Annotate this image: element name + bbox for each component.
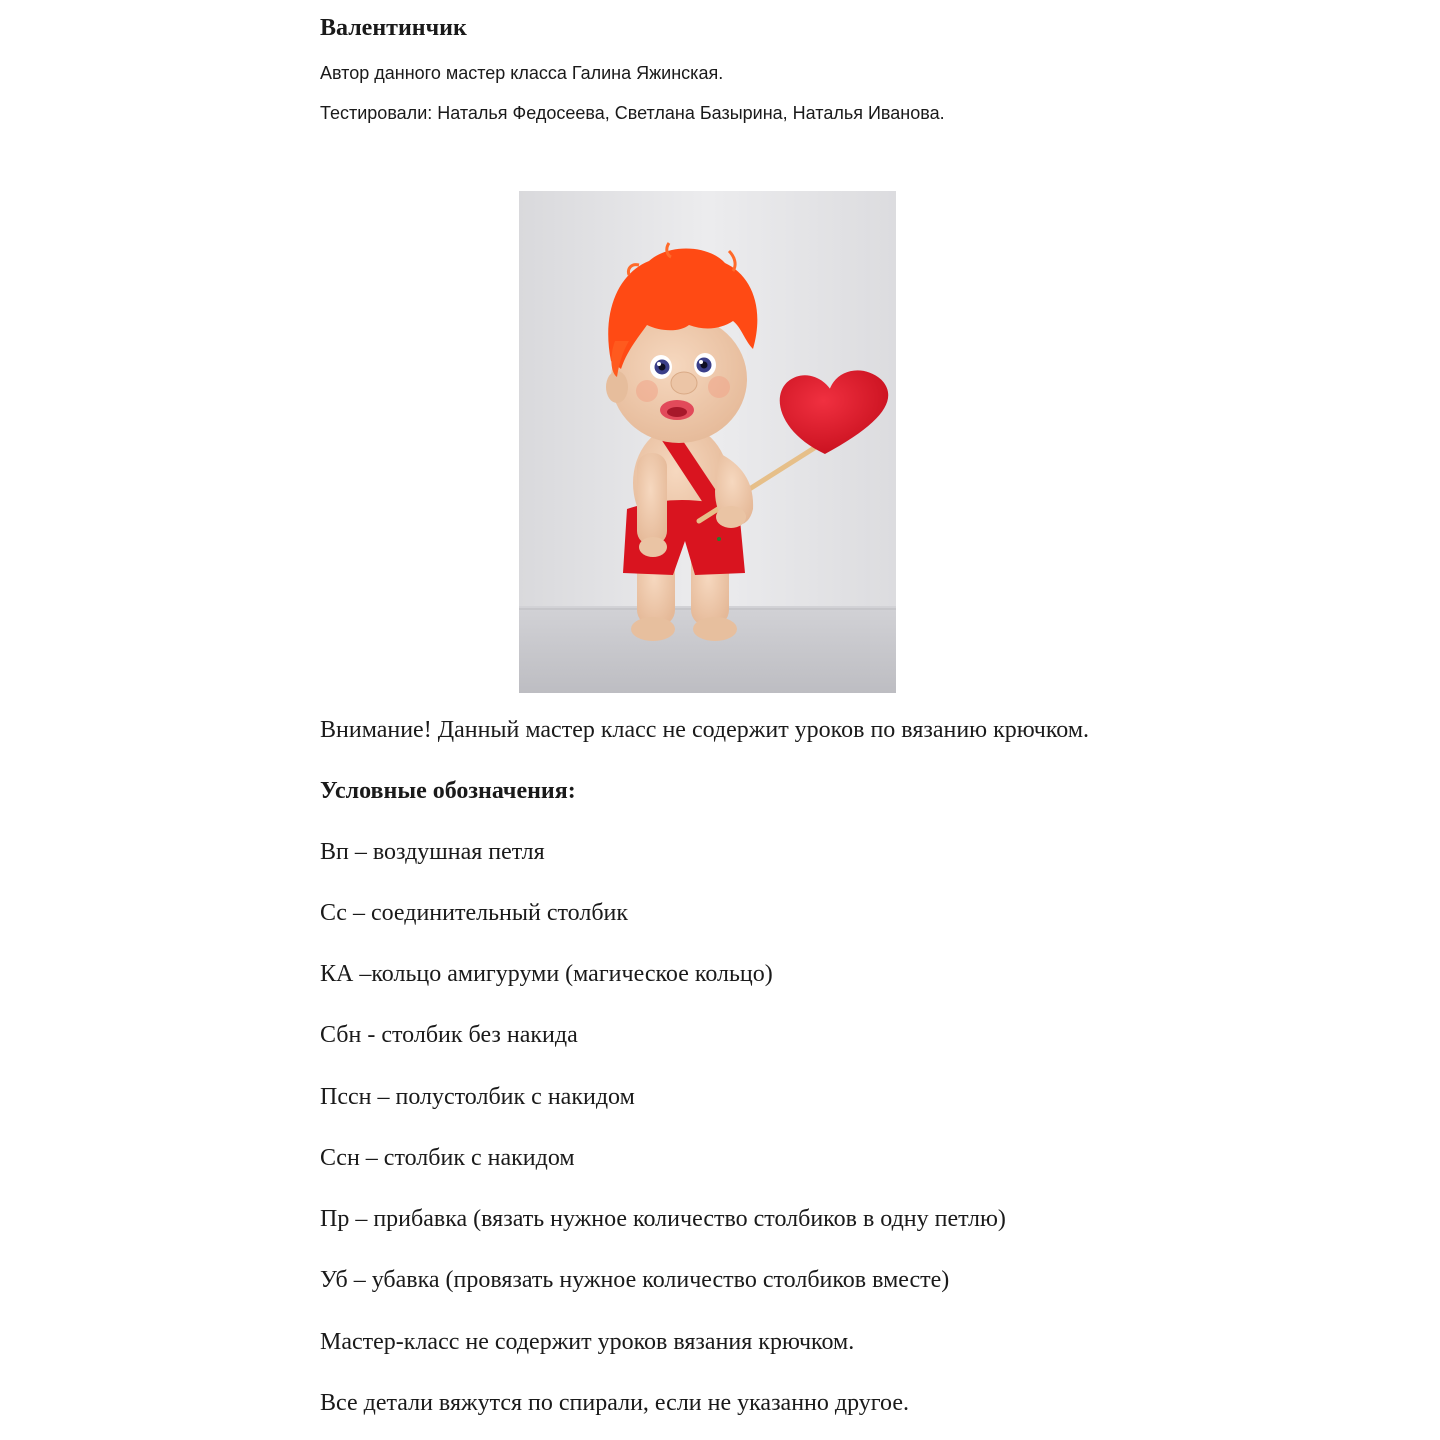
- abbreviation-item: Ссн – столбик с накидом: [320, 1145, 575, 1171]
- abbreviation-item: Пр – прибавка (вязать нужное количество столбиков в одну петлю): [320, 1206, 1006, 1232]
- abbreviation-item: Сс – соединительный столбик: [320, 900, 629, 926]
- legend-heading: Условные обозначения:: [320, 778, 576, 804]
- doll-photo: [519, 191, 896, 693]
- abbreviation-item: Сбн - столбик без накида: [320, 1022, 578, 1048]
- document-title: Валентинчик: [320, 15, 467, 41]
- abbreviation-item: КА –кольцо амигуруми (магическое кольцо): [320, 961, 773, 987]
- warning-text: Внимание! Данный мастер класс не содержит уроков по вязанию крючком.: [320, 717, 1090, 743]
- abbreviation-item: Пссн – полустолбик с накидом: [320, 1084, 635, 1110]
- note-line: Все детали вяжутся по спирали, если не указанно другое.: [320, 1390, 909, 1416]
- note-line: Мастер-класс не содержит уроков вязания крючком.: [320, 1329, 855, 1355]
- abbreviation-item: Уб – убавка (провязать нужное количество столбиков вместе): [320, 1267, 950, 1293]
- author-line: Автор данного мастер класса Галина Яжинская.: [320, 63, 724, 83]
- abbreviation-item: Вп – воздушная петля: [320, 839, 545, 865]
- testers-line: Тестировали: Наталья Федосеева, Светлана Базырина, Наталья Иванова.: [320, 103, 945, 123]
